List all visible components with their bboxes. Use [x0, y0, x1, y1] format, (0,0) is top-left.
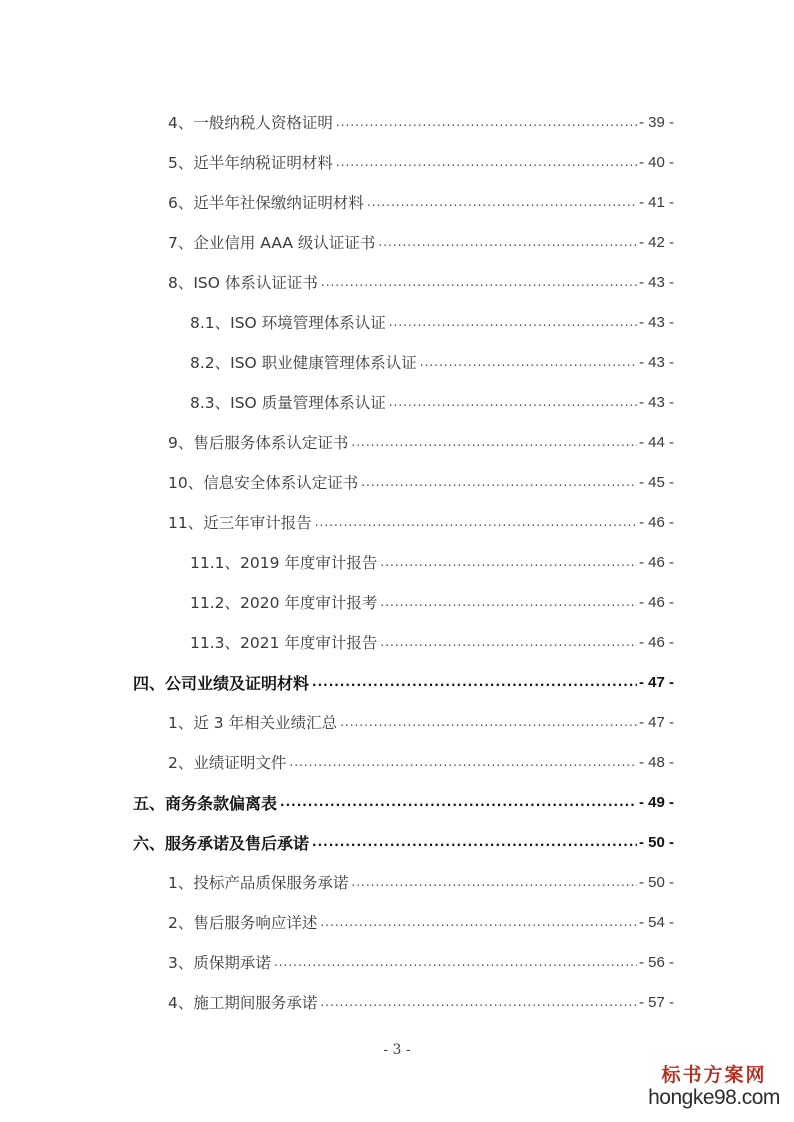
toc-entry-page: - 56 -: [638, 953, 674, 971]
toc-entry-page: - 50 -: [638, 873, 674, 891]
toc-entry-label: 9、售后服务体系认定证书: [168, 434, 349, 452]
toc-entry[interactable]: [168, 147, 674, 177]
toc-entry-page: - 48 -: [638, 753, 674, 771]
toc-entry-page: - 46 -: [638, 593, 674, 611]
toc-entry-page: - 47 -: [638, 673, 674, 691]
toc-entry-label: 3、质保期承诺: [168, 954, 271, 972]
toc-entry[interactable]: [168, 107, 674, 137]
toc-leader-dots: [389, 307, 637, 337]
toc-entry-page: - 43 -: [638, 313, 674, 331]
toc-entry-page: - 41 -: [638, 193, 674, 211]
toc-entry-label: 5、近半年纳税证明材料: [168, 154, 333, 172]
toc-leader-dots: [420, 347, 637, 377]
toc-entry-page: - 46 -: [638, 513, 674, 531]
toc-entry-page: - 42 -: [638, 233, 674, 251]
toc-entry-page: - 54 -: [638, 913, 674, 931]
toc-entry-label: 1、近 3 年相关业绩汇总: [168, 714, 338, 732]
toc-subentry[interactable]: [190, 587, 674, 617]
toc-leader-dots: [378, 227, 637, 257]
toc-entry[interactable]: [168, 187, 674, 217]
toc-entry[interactable]: [168, 267, 674, 297]
toc-leader-dots: [312, 827, 637, 857]
toc-leader-dots: [361, 467, 637, 497]
toc-entry-label: 8.1、ISO 环境管理体系认证: [190, 314, 386, 332]
toc-entry-page: - 39 -: [638, 113, 674, 131]
toc-entry-label: 4、施工期间服务承诺: [168, 994, 318, 1012]
toc-chapter[interactable]: [133, 787, 674, 817]
toc-leader-dots: [380, 627, 637, 657]
toc-entry[interactable]: [168, 707, 674, 737]
toc-entry-label: 6、近半年社保缴纳证明材料: [168, 194, 364, 212]
toc-entry-page: - 43 -: [638, 273, 674, 291]
toc-entry-page: - 45 -: [638, 473, 674, 491]
toc-entry-label: 2、业绩证明文件: [168, 754, 287, 772]
toc-entry-label: 11、近三年审计报告: [168, 514, 312, 532]
toc-entry-page: - 44 -: [638, 433, 674, 451]
toc-entry-label: 8.3、ISO 质量管理体系认证: [190, 394, 386, 412]
toc-entry-label: 7、企业信用 AAA 级认证证书: [168, 234, 376, 252]
toc-leader-dots: [351, 427, 637, 457]
watermark-logo: [648, 1064, 780, 1110]
toc-entry-page: - 46 -: [638, 553, 674, 571]
toc-entry[interactable]: [168, 867, 674, 897]
toc-leader-dots: [320, 987, 637, 1017]
toc-entry-label: 2、售后服务响应详述: [168, 914, 318, 932]
toc-chapter[interactable]: [133, 667, 674, 697]
toc-entry[interactable]: [168, 947, 674, 977]
toc-leader-dots: [380, 547, 637, 577]
toc-leader-dots: [320, 907, 637, 937]
toc-leader-dots: [280, 787, 637, 817]
toc-entry[interactable]: [168, 747, 674, 777]
page-number: - 3 -: [383, 1042, 411, 1058]
toc-entry-page: - 49 -: [638, 793, 674, 811]
toc-entry-page: - 50 -: [638, 833, 674, 851]
toc-entry-label: 1、投标产品质保服务承诺: [168, 874, 349, 892]
toc-entry-label: 4、一般纳税人资格证明: [168, 114, 333, 132]
toc-subentry[interactable]: [190, 347, 674, 377]
toc-leader-dots: [289, 747, 637, 777]
toc-chapter-label: 六、服务承诺及售后承诺: [133, 833, 310, 853]
toc-chapter-label: 四、公司业绩及证明材料: [133, 673, 310, 693]
toc-entry-page: - 40 -: [638, 153, 674, 171]
toc-chapter-label: 五、商务条款偏离表: [133, 793, 278, 813]
toc-entry-label: 10、信息安全体系认定证书: [168, 474, 359, 492]
toc-leader-dots: [351, 867, 637, 897]
toc-subentry[interactable]: [190, 387, 674, 417]
toc-entry[interactable]: [168, 467, 674, 497]
toc-leader-dots: [336, 147, 637, 177]
toc-entry-page: - 43 -: [638, 393, 674, 411]
toc-entry[interactable]: [168, 427, 674, 457]
toc-subentry[interactable]: [190, 627, 674, 657]
toc-leader-dots: [321, 267, 637, 297]
toc-leader-dots: [274, 947, 637, 977]
toc-entry-page: - 57 -: [638, 993, 674, 1011]
toc-entry-page: - 47 -: [638, 713, 674, 731]
toc-entry-page: - 46 -: [638, 633, 674, 651]
toc-entry[interactable]: [168, 227, 674, 257]
toc-leader-dots: [336, 107, 637, 137]
toc-entry-label: 8、ISO 体系认证证书: [168, 274, 318, 292]
toc-leader-dots: [380, 587, 637, 617]
toc-entry-label: 11.3、2021 年度审计报告: [190, 634, 378, 652]
toc-entry[interactable]: [168, 907, 674, 937]
toc-subentry[interactable]: [190, 307, 674, 337]
toc-chapter[interactable]: [133, 827, 674, 857]
toc-leader-dots: [367, 187, 637, 217]
toc-leader-dots: [340, 707, 637, 737]
watermark-url: hongke98.com: [648, 1086, 780, 1109]
toc-entry-page: - 43 -: [638, 353, 674, 371]
toc-entry-label: 8.2、ISO 职业健康管理体系认证: [190, 354, 417, 372]
toc-entry-label: 11.1、2019 年度审计报告: [190, 554, 378, 572]
toc-subentry[interactable]: [190, 547, 674, 577]
toc-entry[interactable]: [168, 507, 674, 537]
toc-leader-dots: [312, 667, 637, 697]
watermark-title: 标书方案网: [661, 1064, 767, 1086]
toc-entry[interactable]: [168, 987, 674, 1017]
toc-leader-dots: [315, 507, 637, 537]
toc-leader-dots: [389, 387, 637, 417]
toc-entry-label: 11.2、2020 年度审计报考: [190, 594, 378, 612]
